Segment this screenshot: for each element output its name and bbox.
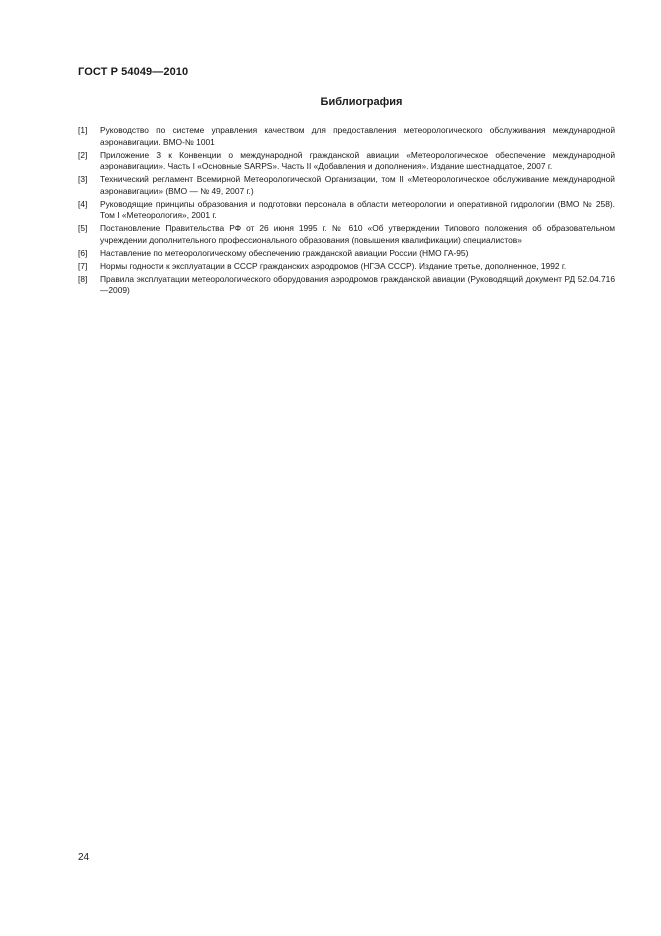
bibliography-item-text: Наставление по метеорологическому обеспечению гражданской авиации России (НМО ГА-95): [100, 247, 469, 258]
page-number: 24: [78, 852, 90, 863]
bibliography-item-number: [6]: [78, 247, 88, 258]
document-standard-header: ГОСТ Р 54049—2010: [78, 66, 189, 78]
bibliography-item-text: Руководство по системе управления качеством для предоставления метеорологического обслуживания международной аэронавигации. ВМО-№ 1001: [100, 125, 615, 147]
bibliography-item-text: Правила эксплуатации метеорологического оборудования аэродромов гражданской авиации (Руководящий документ РД 52.04.716—2009): [100, 273, 615, 295]
bibliography-item-number: [8]: [78, 273, 88, 284]
bibliography-item-8: [78, 274, 615, 297]
bibliography-item-number: [2]: [78, 149, 88, 160]
bibliography-item-text: Постановление Правительства РФ от 26 июня 1995 г. № 610 «Об утверждении Типового положения об образовательном учреждении дополнительного профессионального образования (повышения квалификации) специалистов»: [100, 223, 615, 245]
bibliography-item-text: Руководящие принципы образования и подготовки персонала в области метеорологии и оперативной гидрологии (ВМО № 258). Том I «Метеорология», 2001 г.: [100, 198, 615, 220]
bibliography-item-text: Приложение 3 к Конвенции о международной гражданской авиации «Метеорологическое обеспечение международной аэронавигации». Часть I «Основные SARPS». Часть II «Добавления и дополнения». Издание шестнадцатое, 2007 г.: [100, 149, 615, 171]
bibliography-item-number: [3]: [78, 174, 88, 184]
bibliography-list: [78, 125, 615, 298]
bibliography-item-2: [78, 150, 615, 173]
bibliography-item-6: [78, 248, 615, 260]
bibliography-title: Библиография: [320, 96, 403, 108]
bibliography-item-7: [78, 261, 615, 273]
bibliography-item-5: [78, 223, 615, 246]
bibliography-item-3: [78, 174, 615, 197]
bibliography-item-text: Нормы годности к эксплуатации в СССР гражданских аэродромов (НГЭА СССР). Издание третье, дополненное, 1992 г.: [100, 260, 567, 271]
bibliography-item-1: [78, 125, 615, 148]
bibliography-item-number: [7]: [78, 260, 88, 271]
bibliography-item-number: [4]: [78, 198, 88, 209]
bibliography-item-4: [78, 199, 615, 222]
bibliography-item-text: Технический регламент Всемирной Метеорологической Организации, том II «Метеорологическое обслуживание международной аэронавигации» (ВМО — № 49, 2007 г.): [100, 174, 615, 196]
bibliography-item-number: [5]: [78, 223, 88, 233]
bibliography-item-number: [1]: [78, 125, 88, 135]
